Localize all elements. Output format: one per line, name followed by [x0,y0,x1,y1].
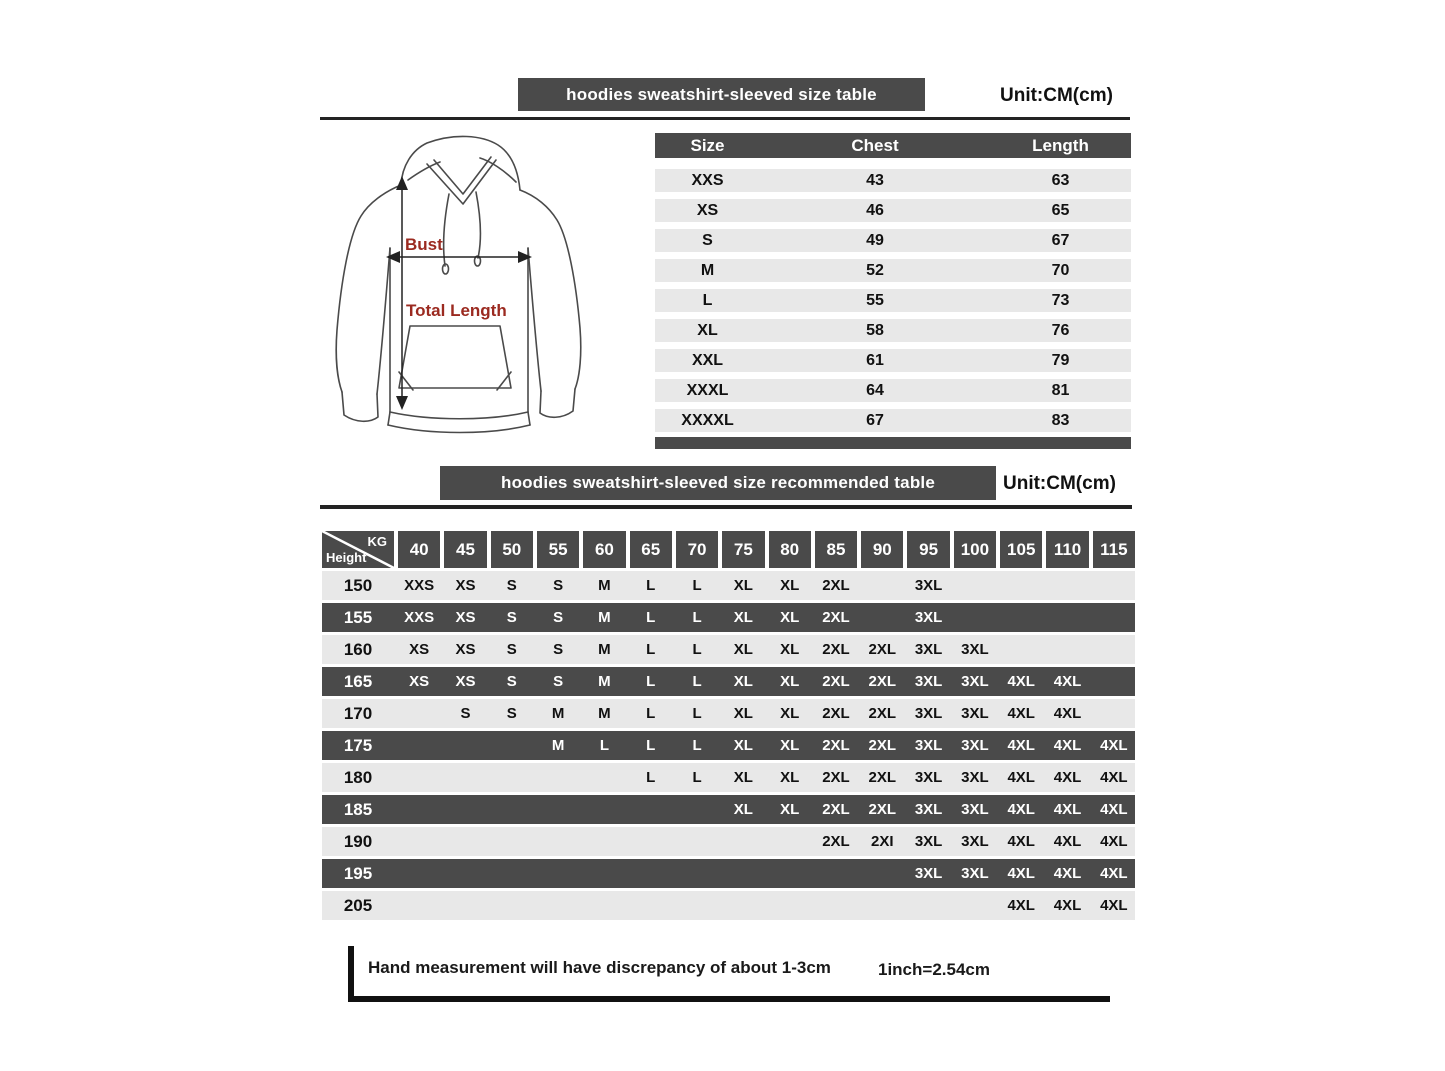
recommended-size-cell: XL [733,609,753,626]
recommended-size-cell [769,859,811,888]
corner-kg-label: KG [367,534,387,549]
matrix-body [322,571,1135,920]
recommended-size-cell: 2XL [868,705,897,722]
recommended-size-cell [398,891,440,920]
recommended-size-cell: L [692,705,702,722]
matrix-corner-cell [322,531,394,568]
recommended-size-cell: S [506,641,517,658]
recommended-size-cell: L [646,673,656,690]
recommended-size-cell: L [646,641,656,658]
recommended-size-cell: 4XL [1053,769,1082,786]
size-cell: XXS [691,172,724,189]
recommended-size-cell: 2XL [822,801,850,818]
length-cell: 70 [1051,262,1070,279]
weight-header-cell: 50 [491,531,533,568]
recommended-size-cell: 4XL [1100,801,1128,818]
recommended-size-cell: L [646,769,656,786]
recommended-size-cell: XL [733,769,753,786]
recommended-size-cell [1046,635,1088,664]
recommended-size-cell [676,827,718,856]
recommended-size-cell: S [553,673,564,690]
recommended-size-cell: S [460,705,471,722]
weight-header-cell: 90 [861,531,903,568]
chest-cell: 58 [866,322,884,339]
recommended-size-cell: XXS [404,609,435,626]
recommended-size-cell [491,795,533,824]
recommended-size-cell [444,859,486,888]
recommended-size-cell [583,795,625,824]
recommended-size-cell: 2XL [822,577,850,594]
recommended-size-cell: XL [780,673,800,690]
recommended-size-cell [491,891,533,920]
recommended-size-cell: 3XL [961,833,989,850]
inch-conversion-note: 1inch=2.54cm [878,960,990,979]
recommended-size-cell: XL [780,641,800,658]
recommended-size-cell: 4XL [1100,737,1128,754]
matrix-header-row [322,531,1135,568]
recommended-size-cell: 3XL [914,833,943,850]
recommended-size-cell: 2XL [822,737,850,754]
weight-header-cell: 105 [1000,531,1042,568]
recommended-size-cell: L [692,769,702,786]
recommended-size-cell [537,763,579,792]
size-table-row [655,169,1131,192]
recommended-size-cell: 3XL [914,769,943,786]
size-cell: XL [697,322,718,339]
chest-cell: 46 [866,202,884,219]
recommended-size-cell: 2XL [822,833,850,850]
recommended-size-cell [537,795,579,824]
recommended-size-cell [1046,571,1088,600]
weight-header-cell: 65 [630,531,672,568]
recommended-size-cell: XL [780,801,800,818]
recommended-size-cell [1046,603,1088,632]
recommended-size-cell [861,571,903,600]
recommended-size-cell: L [692,673,702,690]
size-table-row [655,229,1131,252]
recommended-size-cell: 3XL [914,801,943,818]
recommended-size-cell: S [553,577,564,594]
size-table-rows [655,169,1131,432]
recommended-size-cell: M [551,737,565,754]
col-header-length: Length [1032,136,1089,155]
length-cell: 73 [1051,292,1070,309]
matrix-row [322,571,1135,600]
size-cell: XXXXL [681,412,734,429]
height-label: 160 [343,640,373,659]
length-cell: 83 [1051,412,1070,429]
size-table-row [655,199,1131,222]
recommended-size-cell [861,859,903,888]
length-cell: 79 [1051,352,1070,369]
recommended-size-cell: XL [733,577,753,594]
recommended-size-cell: 4XL [1100,897,1128,914]
recommended-size-cell: 3XL [914,865,943,882]
recommended-size-cell [444,827,486,856]
weight-header-cell: 110 [1046,531,1088,568]
corner-height-label: Height [326,550,367,565]
weight-header-cell: 40 [398,531,440,568]
recommended-size-cell: M [598,609,611,626]
recommended-size-cell [630,891,672,920]
weight-header-cell: 85 [815,531,857,568]
recommended-size-cell [1000,635,1042,664]
recommended-size-cell: 4XL [1053,833,1082,850]
recommended-size-cell: 3XL [914,641,943,658]
recommended-size-cell: M [598,673,611,690]
height-label: 180 [343,768,373,787]
recommended-size-cell: 4XL [1007,769,1035,786]
hoodie-measurement-diagram [330,130,620,455]
recommended-size-cell: 4XL [1053,705,1082,722]
recommended-size-cell: S [506,609,517,626]
recommended-size-cell: 3XL [961,737,989,754]
matrix-row [322,731,1135,760]
recommended-size-cell [722,827,764,856]
recommended-size-cell [907,891,949,920]
weight-header-cell: 95 [907,531,949,568]
recommended-size-cell: XL [780,609,800,626]
footnote-bottom-line [348,996,1110,1002]
recommended-size-cell: XS [455,641,476,658]
recommended-size-cell: 2XL [822,769,850,786]
recommended-size-cell [630,827,672,856]
recommended-size-cell [537,859,579,888]
recommended-size-cell: XS [455,673,476,690]
recommended-size-cell: 4XL [1053,737,1082,754]
size-cell: XXXL [686,382,729,399]
weight-header-cell: 80 [769,531,811,568]
recommended-size-cell: 4XL [1007,833,1035,850]
recommended-size-cell: 4XL [1007,673,1035,690]
recommended-size-cell: 2XL [822,609,850,626]
recommended-size-cell: XL [780,769,800,786]
recommended-size-cell: S [506,705,517,722]
size-table-row [655,319,1131,342]
recommended-size-cell: 4XL [1007,801,1035,818]
recommended-size-cell [444,891,486,920]
recommended-size-cell: M [598,705,611,722]
recommended-size-cell: 3XL [914,673,943,690]
size-table-header-row [655,133,1131,158]
size-recommendation-matrix [322,531,1135,923]
recommended-size-cell: 4XL [1007,705,1035,722]
recommended-size-cell [444,763,486,792]
recommended-size-cell: 2XL [868,673,897,690]
recommended-size-cell: XS [409,641,430,658]
recommended-size-cell: 4XL [1007,897,1035,914]
recommended-size-cell [491,763,533,792]
recommended-size-cell: 3XL [914,609,943,626]
recommended-table-title: hoodies sweatshirt-sleeved size recommended table [440,466,996,500]
recommended-size-cell [676,891,718,920]
recommended-size-cell [491,827,533,856]
recommended-size-cell: S [553,609,564,626]
recommended-size-cell [398,763,440,792]
unit-label-1: Unit:CM(cm) [1000,85,1113,106]
length-cell: 81 [1051,382,1070,399]
size-measurement-table [655,133,1131,449]
height-label: 150 [343,576,373,595]
size-table-row [655,289,1131,312]
recommended-size-cell: 3XL [961,673,989,690]
chest-cell: 61 [866,352,884,369]
recommended-size-cell: 4XL [1053,801,1082,818]
bust-label: Bust [405,235,443,254]
recommended-size-cell: L [692,737,702,754]
recommended-size-cell [537,891,579,920]
recommended-size-cell [815,891,857,920]
size-cell: M [700,262,715,279]
recommended-size-cell [954,891,996,920]
size-table-row [655,409,1131,432]
recommended-size-cell: 2XL [822,641,850,658]
weight-header-cell: 100 [954,531,996,568]
recommended-size-cell [1093,635,1135,664]
weight-header-cell: 60 [583,531,625,568]
recommended-size-cell: 2XI [871,833,894,850]
chest-cell: 67 [866,412,884,429]
chest-cell: 64 [866,382,884,399]
recommended-size-cell: 3XL [961,801,989,818]
recommended-size-cell [1093,603,1135,632]
matrix-row [322,795,1135,824]
recommended-size-cell [630,859,672,888]
recommended-size-cell: L [646,577,656,594]
recommended-size-cell [954,571,996,600]
size-table-row [655,349,1131,372]
recommended-size-cell [444,795,486,824]
recommended-size-cell [722,891,764,920]
recommended-size-cell [861,603,903,632]
recommended-size-cell: 4XL [1053,673,1082,690]
recommended-size-cell [676,795,718,824]
recommended-size-cell: XL [733,801,753,818]
recommended-size-cell [444,731,486,760]
recommended-size-cell [398,795,440,824]
recommended-size-cell: S [506,577,517,594]
recommended-size-cell: XL [733,641,753,658]
matrix-row [322,891,1135,920]
height-label: 175 [343,736,373,755]
recommended-size-cell: 2XL [868,801,897,818]
recommended-size-cell [769,891,811,920]
recommended-size-cell [676,859,718,888]
size-table-title: hoodies sweatshirt-sleeved size table [518,78,925,111]
recommended-size-cell: XS [455,609,476,626]
matrix-row [322,827,1135,856]
recommended-size-cell: XS [409,673,430,690]
size-table-bottom-bar [655,437,1131,449]
recommended-size-cell: XL [780,737,800,754]
recommended-size-cell: XL [733,673,753,690]
matrix-row [322,603,1135,632]
recommended-size-cell [1000,603,1042,632]
chest-cell: 43 [866,172,884,189]
recommended-size-cell: XL [733,737,753,754]
recommended-size-cell: 4XL [1053,897,1082,914]
recommended-size-cell: XXS [404,577,435,594]
recommended-size-cell: 2XL [868,769,897,786]
size-cell: XXL [691,352,724,369]
matrix-row [322,763,1135,792]
size-cell: L [702,292,713,309]
recommended-size-cell: L [646,609,656,626]
recommended-size-cell [1093,699,1135,728]
length-cell: 63 [1051,172,1070,189]
hoodie-line-art [330,130,620,455]
recommended-size-cell: 3XL [914,577,943,594]
recommended-size-cell: L [692,609,702,626]
measurement-arrows [394,184,524,402]
recommended-size-cell [491,731,533,760]
height-label: 185 [343,800,373,819]
recommended-size-cell [583,859,625,888]
matrix-row [322,667,1135,696]
recommended-size-cell [1093,667,1135,696]
recommended-size-cell: 2XL [868,641,897,658]
weight-header-cell: 75 [722,531,764,568]
height-label: 170 [343,704,373,723]
recommended-size-cell: 3XL [961,769,989,786]
divider-line-2 [320,505,1132,509]
length-cell: 65 [1051,202,1070,219]
length-cell: 76 [1051,322,1070,339]
chest-cell: 49 [866,232,884,249]
recommended-size-cell [398,827,440,856]
recommended-size-cell [722,859,764,888]
recommended-size-cell [815,859,857,888]
recommended-size-cell: L [646,705,656,722]
recommended-size-cell [1000,571,1042,600]
recommended-size-cell: S [506,673,517,690]
recommended-size-cell: 3XL [961,641,989,658]
recommended-size-cell: L [692,577,702,594]
recommended-size-cell: XL [780,577,800,594]
recommended-size-cell [769,827,811,856]
recommended-size-cell: 4XL [1053,865,1082,882]
matrix-row [322,635,1135,664]
recommended-size-cell [398,699,440,728]
col-header-chest: Chest [851,136,899,155]
height-label: 205 [343,896,373,915]
recommended-size-cell: L [692,641,702,658]
recommended-size-cell [630,795,672,824]
recommended-size-cell: 2XL [822,705,850,722]
recommended-size-cell [398,731,440,760]
recommended-size-cell: XL [733,705,753,722]
recommended-size-cell [583,827,625,856]
matrix-row [322,859,1135,888]
size-cell: S [702,232,713,249]
recommended-size-cell: L [646,737,656,754]
length-cell: 67 [1051,232,1070,249]
recommended-size-cell: 4XL [1007,865,1035,882]
matrix-row [322,699,1135,728]
recommended-size-cell: M [598,641,611,658]
recommended-size-cell: 2XL [868,737,897,754]
recommended-size-cell: S [553,641,564,658]
chest-cell: 52 [866,262,884,279]
height-label: 190 [343,832,373,851]
size-cell: XS [696,202,719,219]
recommended-size-cell [1093,571,1135,600]
recommended-size-cell: 3XL [914,705,943,722]
size-table-row [655,259,1131,282]
recommended-size-cell [954,603,996,632]
unit-label-2: Unit:CM(cm) [1003,473,1116,494]
chest-cell: 55 [866,292,884,309]
recommended-size-cell: 3XL [914,737,943,754]
height-label: 195 [343,864,373,883]
measurement-discrepancy-note: Hand measurement will have discrepancy of about 1-3cm [368,958,831,977]
recommended-size-cell [537,827,579,856]
recommended-size-cell [583,763,625,792]
weight-header-cell: 115 [1093,531,1135,568]
height-label: 155 [343,608,373,627]
recommended-size-cell: 3XL [961,865,989,882]
recommended-size-cell: 4XL [1100,865,1128,882]
weight-header-cell: 70 [676,531,718,568]
recommended-size-cell: 4XL [1100,769,1128,786]
recommended-size-cell [491,859,533,888]
recommended-size-cell: 3XL [961,705,989,722]
recommended-size-cell: 4XL [1100,833,1128,850]
recommended-size-cell: M [551,705,565,722]
recommended-size-cell [583,891,625,920]
recommended-size-cell: 2XL [822,673,850,690]
recommended-size-cell: XL [780,705,800,722]
size-table-row [655,379,1131,402]
divider-line-1 [320,117,1130,120]
weight-header-cell: 45 [444,531,486,568]
recommended-size-cell [861,891,903,920]
recommended-size-cell [398,859,440,888]
total-length-label: Total Length [406,301,507,320]
footnote-left-bar [348,946,354,1002]
recommended-size-cell: XS [455,577,476,594]
recommended-size-cell: M [598,577,611,594]
height-label: 165 [343,672,373,691]
col-header-size: Size [690,136,725,155]
recommended-size-cell: 4XL [1007,737,1035,754]
recommended-size-cell: L [599,737,609,754]
weight-header-cell: 55 [537,531,579,568]
